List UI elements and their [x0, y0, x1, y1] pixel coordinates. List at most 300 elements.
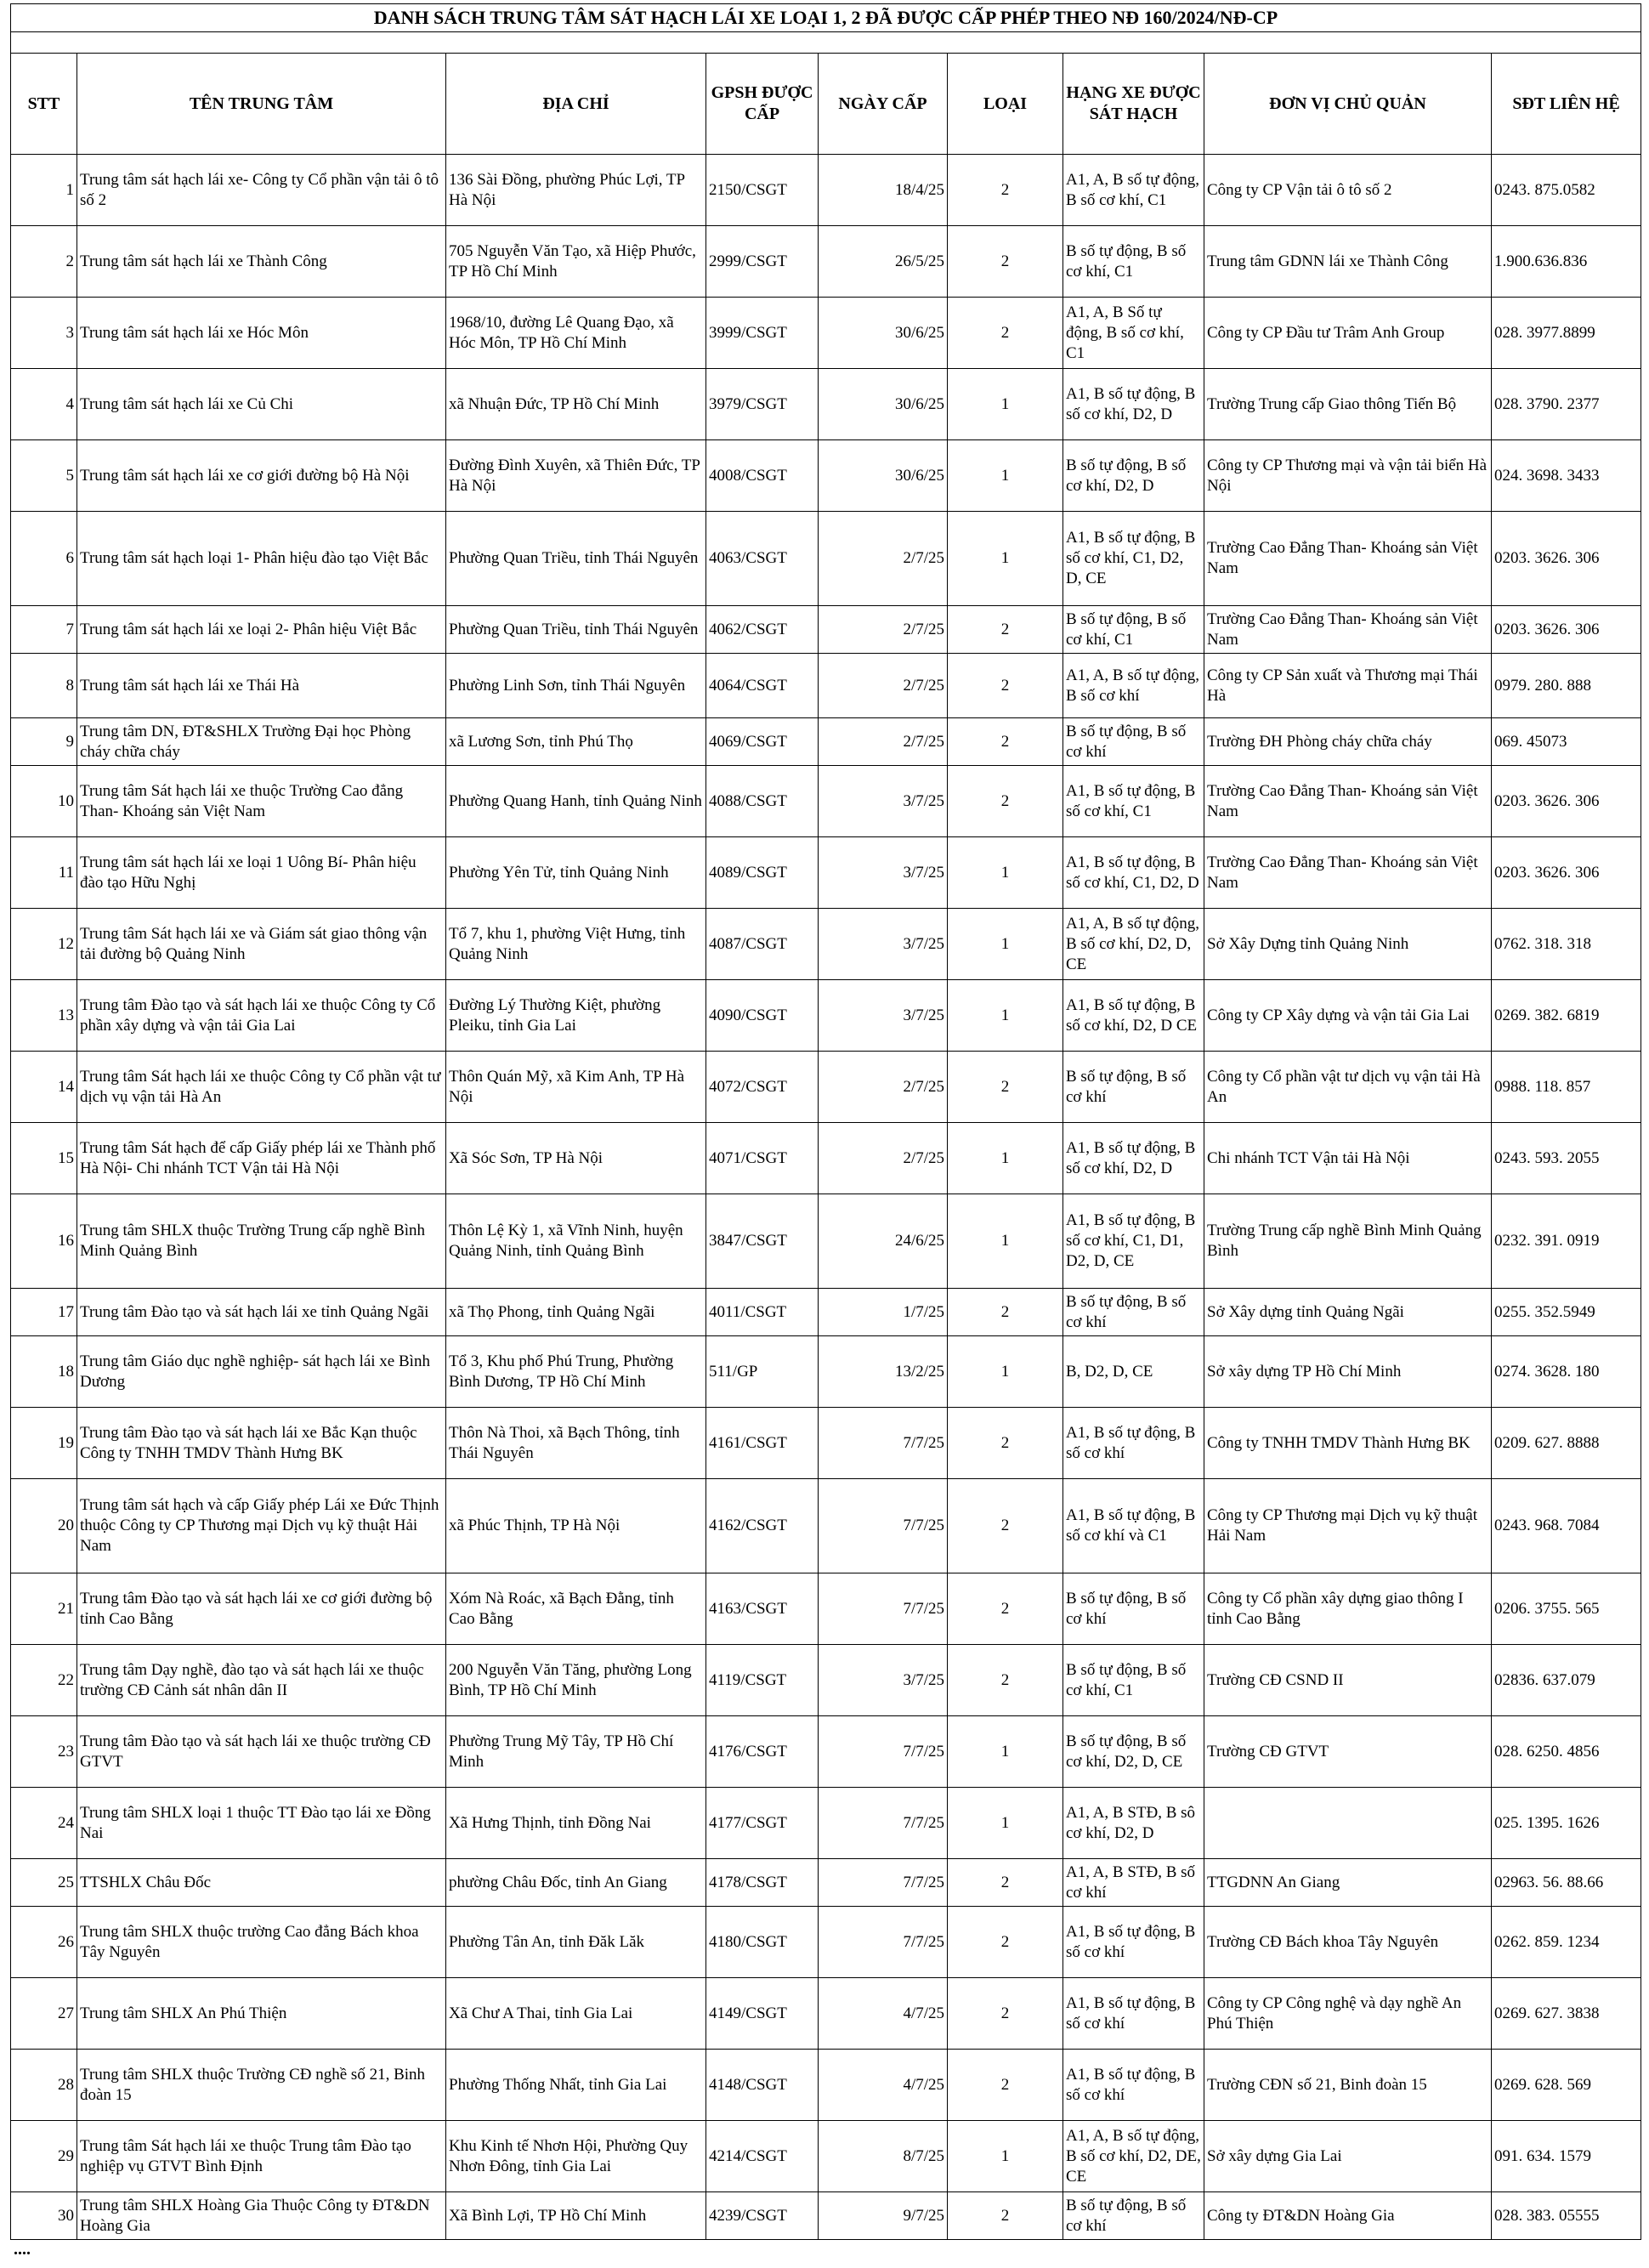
cell-hang: A1, B số tự động, B số cơ khí, D2, D CE [1063, 980, 1204, 1052]
spreadsheet [10, 3, 1640, 2259]
cell-loai: 1 [948, 369, 1063, 440]
cell-ten: Trung tâm Sát hạch lái xe thuộc Trường Cao đẳng Than- Khoáng sản Việt Nam [77, 766, 446, 837]
cell-diachi: xã Lương Sơn, tỉnh Phú Thọ [446, 718, 706, 766]
cell-sdt: 0274. 3628. 180 [1492, 1336, 1641, 1408]
cell-diachi: Đường Lý Thường Kiệt, phường Pleiku, tỉnh Gia Lai [446, 980, 706, 1052]
cell-stt: 15 [11, 1123, 77, 1194]
cell-ten: Trung tâm SHLX Hoàng Gia Thuộc Công ty ĐT&DN Hoàng Gia [77, 2192, 446, 2240]
cell-donvi: Công ty TNHH TMDV Thành Hưng BK [1204, 1408, 1492, 1479]
cell-hang: A1, B số tự động, B số cơ khí, C1, D2, D [1063, 837, 1204, 909]
cell-diachi: Phường Quan Triều, tỉnh Thái Nguyên [446, 512, 706, 606]
cell-ten: Trung tâm sát hạch lái xe Thái Hà [77, 654, 446, 718]
cell-loai: 2 [948, 1573, 1063, 1645]
cell-hang: B số tự động, B số cơ khí [1063, 718, 1204, 766]
table-row [11, 1408, 1641, 1479]
cell-ten: Trung tâm sát hạch lái xe- Công ty Cổ phần vận tải ô tô số 2 [77, 155, 446, 226]
cell-ngay: 7/7/25 [819, 1479, 948, 1573]
table-row [11, 606, 1641, 654]
cell-stt: 14 [11, 1052, 77, 1123]
cell-loai: 1 [948, 1716, 1063, 1788]
header-row [11, 54, 1641, 155]
cell-sdt: 0203. 3626. 306 [1492, 512, 1641, 606]
cell-ngay: 4/7/25 [819, 2050, 948, 2121]
cell-ten: TTSHLX Châu Đốc [77, 1859, 446, 1907]
cell-gpsh: 4162/CSGT [706, 1479, 819, 1573]
cell-stt: 25 [11, 1859, 77, 1907]
cell-ten: Trung tâm sát hạch lái xe loại 1 Uông Bí- Phân hiệu đào tạo Hữu Nghị [77, 837, 446, 909]
cell-gpsh: 2150/CSGT [706, 155, 819, 226]
cell-loai: 1 [948, 837, 1063, 909]
cell-hang: A1, A, B số tự động, B số cơ khí, D2, DE, CE [1063, 2121, 1204, 2192]
cell-stt: 28 [11, 2050, 77, 2121]
cell-ten: Trung tâm sát hạch và cấp Giấy phép Lái xe Đức Thịnh thuộc Công ty CP Thương mại Dịch vụ kỹ thuật Hải Nam [77, 1479, 446, 1573]
table-row [11, 226, 1641, 298]
cell-donvi: Sở xây dựng Gia Lai [1204, 2121, 1492, 2192]
header-donvi: ĐƠN VỊ CHỦ QUẢN [1204, 54, 1492, 155]
cell-donvi: Trường Cao Đẳng Than- Khoáng sản Việt Nam [1204, 837, 1492, 909]
cell-ten: Trung tâm sát hạch loại 1- Phân hiệu đào tạo Việt Bắc [77, 512, 446, 606]
cell-ten: Trung tâm Sát hạch lái xe và Giám sát giao thông vận tải đường bộ Quảng Ninh [77, 909, 446, 980]
cell-ten: Trung tâm DN, ĐT&SHLX Trường Đại học Phòng cháy chữa cháy [77, 718, 446, 766]
cell-stt: 1 [11, 155, 77, 226]
cell-sdt: 0209. 627. 8888 [1492, 1408, 1641, 1479]
cell-hang: A1, B số tự động, B số cơ khí [1063, 1978, 1204, 2050]
cell-hang: A1, B số tự động, B số cơ khí, C1, D1, D2, D, CE [1063, 1194, 1204, 1289]
cell-ten: Trung tâm Sát hạch lái xe thuộc Công ty Cổ phần vật tư dịch vụ vận tải Hà An [77, 1052, 446, 1123]
table-row [11, 2192, 1641, 2240]
cell-stt: 27 [11, 1978, 77, 2050]
cell-ngay: 18/4/25 [819, 155, 948, 226]
header-stt: STT [11, 54, 77, 155]
cell-hang: B số tự động, B số cơ khí, C1 [1063, 226, 1204, 298]
cell-stt: 18 [11, 1336, 77, 1408]
cell-donvi: Trường Trung cấp nghề Bình Minh Quảng Bình [1204, 1194, 1492, 1289]
cell-ngay: 30/6/25 [819, 440, 948, 512]
cell-sdt: 0762. 318. 318 [1492, 909, 1641, 980]
cell-diachi: Phường Linh Sơn, tỉnh Thái Nguyên [446, 654, 706, 718]
table-row [11, 1289, 1641, 1336]
table-row [11, 1788, 1641, 1859]
cell-loai: 1 [948, 512, 1063, 606]
cell-hang: A1, B số tự động, B số cơ khí, D2, D [1063, 369, 1204, 440]
cell-ten: Trung tâm sát hạch lái xe loại 2- Phân hiệu Việt Bắc [77, 606, 446, 654]
cell-diachi: Phường Quang Hanh, tỉnh Quảng Ninh [446, 766, 706, 837]
cell-sdt: 0203. 3626. 306 [1492, 606, 1641, 654]
cell-diachi: Phường Yên Tử, tỉnh Quảng Ninh [446, 837, 706, 909]
cell-ngay: 7/7/25 [819, 1716, 948, 1788]
cell-diachi: Xã Hưng Thịnh, tỉnh Đồng Nai [446, 1788, 706, 1859]
table-row [11, 1123, 1641, 1194]
cell-ngay: 13/2/25 [819, 1336, 948, 1408]
cell-loai: 2 [948, 2050, 1063, 2121]
cell-sdt: 0269. 382. 6819 [1492, 980, 1641, 1052]
table-row [11, 1907, 1641, 1978]
cell-sdt: 0243. 875.0582 [1492, 155, 1641, 226]
cell-loai: 2 [948, 2192, 1063, 2240]
table-row [11, 1716, 1641, 1788]
cell-ngay: 9/7/25 [819, 2192, 948, 2240]
cell-hang: B số tự động, B số cơ khí, C1 [1063, 1645, 1204, 1716]
cell-gpsh: 4176/CSGT [706, 1716, 819, 1788]
cell-sdt: 024. 3698. 3433 [1492, 440, 1641, 512]
cell-donvi: Trung tâm GDNN lái xe Thành Công [1204, 226, 1492, 298]
cell-sdt: 0232. 391. 0919 [1492, 1194, 1641, 1289]
continuation-dots: .... [14, 2240, 31, 2259]
cell-diachi: Xã Bình Lợi, TP Hồ Chí Minh [446, 2192, 706, 2240]
cell-ten: Trung tâm Đào tạo và sát hạch lái xe thuộc Công ty Cổ phần xây dựng và vận tải Gia Lai [77, 980, 446, 1052]
cell-hang: A1, A, B số tự động, B số cơ khí, D2, D, CE [1063, 909, 1204, 980]
cell-ten: Trung tâm Sát hạch để cấp Giấy phép lái xe Thành phố Hà Nội- Chi nhánh TCT Vận tải Hà Nội [77, 1123, 446, 1194]
cell-ngay: 3/7/25 [819, 837, 948, 909]
cell-loai: 2 [948, 1859, 1063, 1907]
cell-stt: 7 [11, 606, 77, 654]
cell-sdt: 0206. 3755. 565 [1492, 1573, 1641, 1645]
cell-diachi: Xã Chư A Thai, tỉnh Gia Lai [446, 1978, 706, 2050]
cell-stt: 3 [11, 298, 77, 369]
cell-ten: Trung tâm sát hạch lái xe Hóc Môn [77, 298, 446, 369]
cell-gpsh: 4239/CSGT [706, 2192, 819, 2240]
cell-gpsh: 4088/CSGT [706, 766, 819, 837]
cell-loai: 2 [948, 1479, 1063, 1573]
cell-gpsh: 4089/CSGT [706, 837, 819, 909]
table-row [11, 1052, 1641, 1123]
table-row [11, 155, 1641, 226]
cell-sdt: 1.900.636.836 [1492, 226, 1641, 298]
cell-ngay: 7/7/25 [819, 1788, 948, 1859]
cell-ngay: 24/6/25 [819, 1194, 948, 1289]
cell-stt: 4 [11, 369, 77, 440]
header-sdt: SĐT LIÊN HỆ [1492, 54, 1641, 155]
table-row [11, 718, 1641, 766]
cell-donvi: Chi nhánh TCT Vận tải Hà Nội [1204, 1123, 1492, 1194]
cell-gpsh: 4071/CSGT [706, 1123, 819, 1194]
cell-sdt: 028. 3790. 2377 [1492, 369, 1641, 440]
cell-hang: B, D2, D, CE [1063, 1336, 1204, 1408]
cell-ngay: 7/7/25 [819, 1573, 948, 1645]
cell-sdt: 0979. 280. 888 [1492, 654, 1641, 718]
cell-stt: 29 [11, 2121, 77, 2192]
cell-stt: 30 [11, 2192, 77, 2240]
cell-sdt: 0203. 3626. 306 [1492, 837, 1641, 909]
cell-ngay: 1/7/25 [819, 1289, 948, 1336]
cell-gpsh: 4072/CSGT [706, 1052, 819, 1123]
cell-ngay: 2/7/25 [819, 718, 948, 766]
cell-donvi: Công ty ĐT&DN Hoàng Gia [1204, 2192, 1492, 2240]
cell-donvi: Sở Xây Dựng tỉnh Quảng Ninh [1204, 909, 1492, 980]
cell-sdt: 0203. 3626. 306 [1492, 766, 1641, 837]
cell-stt: 20 [11, 1479, 77, 1573]
cell-sdt: 0988. 118. 857 [1492, 1052, 1641, 1123]
cell-gpsh: 4161/CSGT [706, 1408, 819, 1479]
cell-sdt: 028. 383. 05555 [1492, 2192, 1641, 2240]
header-ngay: NGÀY CẤP [819, 54, 948, 155]
cell-sdt: 0269. 627. 3838 [1492, 1978, 1641, 2050]
cell-donvi: Công ty Cổ phần vật tư dịch vụ vận tải Hà An [1204, 1052, 1492, 1123]
cell-loai: 2 [948, 654, 1063, 718]
cell-stt: 12 [11, 909, 77, 980]
cell-hang: A1, A, B Số tự động, B số cơ khí, C1 [1063, 298, 1204, 369]
cell-sdt: 0269. 628. 569 [1492, 2050, 1641, 2121]
cell-ngay: 2/7/25 [819, 1123, 948, 1194]
cell-loai: 2 [948, 1408, 1063, 1479]
cell-diachi: 136 Sài Đồng, phường Phúc Lợi, TP Hà Nội [446, 155, 706, 226]
cell-donvi: Công ty CP Công nghệ và dạy nghề An Phú Thiện [1204, 1978, 1492, 2050]
title-row [11, 4, 1641, 32]
cell-stt: 22 [11, 1645, 77, 1716]
cell-diachi: xã Nhuận Đức, TP Hồ Chí Minh [446, 369, 706, 440]
cell-diachi: Phường Thống Nhất, tỉnh Gia Lai [446, 2050, 706, 2121]
cell-gpsh: 3999/CSGT [706, 298, 819, 369]
cell-sdt: 0255. 352.5949 [1492, 1289, 1641, 1336]
cell-ten: Trung tâm Sát hạch lái xe thuộc Trung tâm Đào tạo nghiệp vụ GTVT Bình Định [77, 2121, 446, 2192]
cell-diachi: Phường Trung Mỹ Tây, TP Hồ Chí Minh [446, 1716, 706, 1788]
cell-gpsh: 4119/CSGT [706, 1645, 819, 1716]
cell-diachi: 1968/10, đường Lê Quang Đạo, xã Hóc Môn, TP Hồ Chí Minh [446, 298, 706, 369]
cell-donvi: Trường ĐH Phòng cháy chữa cháy [1204, 718, 1492, 766]
cell-diachi: Thôn Quán Mỹ, xã Kim Anh, TP Hà Nội [446, 1052, 706, 1123]
cell-gpsh: 4011/CSGT [706, 1289, 819, 1336]
cell-stt: 2 [11, 226, 77, 298]
cell-diachi: Thôn Nà Thoi, xã Bạch Thông, tỉnh Thái Nguyên [446, 1408, 706, 1479]
cell-stt: 21 [11, 1573, 77, 1645]
cell-gpsh: 3979/CSGT [706, 369, 819, 440]
cell-hang: A1, B số tự động, B số cơ khí [1063, 2050, 1204, 2121]
cell-donvi: Công ty CP Thương mại và vận tải biển Hà Nội [1204, 440, 1492, 512]
cell-loai: 2 [948, 155, 1063, 226]
cell-gpsh: 4008/CSGT [706, 440, 819, 512]
cell-ngay: 3/7/25 [819, 980, 948, 1052]
cell-sdt: 069. 45073 [1492, 718, 1641, 766]
cell-donvi: Trường CĐN số 21, Binh đoàn 15 [1204, 2050, 1492, 2121]
cell-donvi: Công ty CP Thương mại Dịch vụ kỹ thuật Hải Nam [1204, 1479, 1492, 1573]
cell-stt: 6 [11, 512, 77, 606]
cell-hang: B số tự động, B số cơ khí [1063, 1573, 1204, 1645]
cell-ngay: 26/5/25 [819, 226, 948, 298]
driving-test-center-table [10, 3, 1641, 2240]
cell-loai: 1 [948, 1336, 1063, 1408]
cell-diachi: Tổ 3, Khu phố Phú Trung, Phường Bình Dương, TP Hồ Chí Minh [446, 1336, 706, 1408]
cell-loai: 1 [948, 1194, 1063, 1289]
table-row [11, 766, 1641, 837]
cell-hang: A1, B số tự động, B số cơ khí, C1 [1063, 766, 1204, 837]
cell-loai: 2 [948, 1052, 1063, 1123]
cell-loai: 1 [948, 1788, 1063, 1859]
cell-hang: B số tự động, B số cơ khí [1063, 1289, 1204, 1336]
table-row [11, 440, 1641, 512]
cell-ngay: 2/7/25 [819, 654, 948, 718]
cell-donvi: Trường Cao Đẳng Than- Khoáng sản Việt Nam [1204, 766, 1492, 837]
table-row [11, 1336, 1641, 1408]
cell-diachi: 705 Nguyễn Văn Tạo, xã Hiệp Phước, TP Hồ Chí Minh [446, 226, 706, 298]
cell-donvi: Công ty CP Vận tải ô tô số 2 [1204, 155, 1492, 226]
cell-hang: A1, B số tự động, B số cơ khí, C1, D2, D, CE [1063, 512, 1204, 606]
cell-loai: 1 [948, 440, 1063, 512]
cell-sdt: 02963. 56. 88.66 [1492, 1859, 1641, 1907]
cell-diachi: Phường Quan Triều, tỉnh Thái Nguyên [446, 606, 706, 654]
blank-row [11, 32, 1641, 54]
cell-diachi: xã Phúc Thịnh, TP Hà Nội [446, 1479, 706, 1573]
header-diachi: ĐỊA CHỈ [446, 54, 706, 155]
cell-ngay: 8/7/25 [819, 2121, 948, 2192]
cell-ten: Trung tâm SHLX thuộc Trường Trung cấp nghề Bình Minh Quảng Bình [77, 1194, 446, 1289]
cell-gpsh: 4062/CSGT [706, 606, 819, 654]
cell-ten: Trung tâm SHLX thuộc Trường CĐ nghề số 21, Binh đoàn 15 [77, 2050, 446, 2121]
cell-ngay: 30/6/25 [819, 369, 948, 440]
cell-loai: 1 [948, 980, 1063, 1052]
cell-hang: B số tự động, B số cơ khí, D2, D [1063, 440, 1204, 512]
cell-donvi [1204, 1788, 1492, 1859]
cell-diachi: Tổ 7, khu 1, phường Việt Hưng, tỉnh Quảng Ninh [446, 909, 706, 980]
cell-donvi: Trường Cao Đẳng Than- Khoáng sản Việt Nam [1204, 512, 1492, 606]
cell-ngay: 7/7/25 [819, 1408, 948, 1479]
cell-diachi: 200 Nguyễn Văn Tăng, phường Long Bình, TP Hồ Chí Minh [446, 1645, 706, 1716]
cell-ten: Trung tâm SHLX An Phú Thiện [77, 1978, 446, 2050]
cell-ngay: 30/6/25 [819, 298, 948, 369]
cell-ten: Trung tâm Đào tạo và sát hạch lái xe thuộc trường CĐ GTVT [77, 1716, 446, 1788]
cell-hang: B số tự động, B số cơ khí [1063, 1052, 1204, 1123]
cell-gpsh: 4148/CSGT [706, 2050, 819, 2121]
cell-sdt: 0243. 968. 7084 [1492, 1479, 1641, 1573]
table-row [11, 1645, 1641, 1716]
cell-ngay: 2/7/25 [819, 1052, 948, 1123]
header-gpsh: GPSH ĐƯỢC CẤP [706, 54, 819, 155]
cell-stt: 11 [11, 837, 77, 909]
cell-stt: 17 [11, 1289, 77, 1336]
cell-gpsh: 4149/CSGT [706, 1978, 819, 2050]
cell-ten: Trung tâm Đào tạo và sát hạch lái xe Bắc Kạn thuộc Công ty TNHH TMDV Thành Hưng BK [77, 1408, 446, 1479]
cell-sdt: 028. 6250. 4856 [1492, 1716, 1641, 1788]
table-row [11, 1194, 1641, 1289]
cell-donvi: Trường CĐ GTVT [1204, 1716, 1492, 1788]
cell-gpsh: 3847/CSGT [706, 1194, 819, 1289]
cell-gpsh: 4177/CSGT [706, 1788, 819, 1859]
cell-ten: Trung tâm sát hạch lái xe cơ giới đường bộ Hà Nội [77, 440, 446, 512]
cell-ten: Trung tâm SHLX thuộc trường Cao đẳng Bách khoa Tây Nguyên [77, 1907, 446, 1978]
cell-stt: 19 [11, 1408, 77, 1479]
cell-sdt: 0262. 859. 1234 [1492, 1907, 1641, 1978]
cell-sdt: 091. 634. 1579 [1492, 2121, 1641, 2192]
cell-loai: 2 [948, 766, 1063, 837]
cell-stt: 23 [11, 1716, 77, 1788]
cell-hang: B số tự động, B số cơ khí, C1 [1063, 606, 1204, 654]
cell-donvi: Trường CĐ Bách khoa Tây Nguyên [1204, 1907, 1492, 1978]
table-row [11, 298, 1641, 369]
cell-loai: 2 [948, 1289, 1063, 1336]
cell-gpsh: 4163/CSGT [706, 1573, 819, 1645]
cell-ngay: 3/7/25 [819, 909, 948, 980]
cell-sdt: 02836. 637.079 [1492, 1645, 1641, 1716]
cell-gpsh: 4214/CSGT [706, 2121, 819, 2192]
cell-donvi: Trường CĐ CSND II [1204, 1645, 1492, 1716]
cell-ten: Trung tâm Đào tạo và sát hạch lái xe cơ giới đường bộ tỉnh Cao Bằng [77, 1573, 446, 1645]
cell-stt: 24 [11, 1788, 77, 1859]
cell-diachi: phường Châu Đốc, tỉnh An Giang [446, 1859, 706, 1907]
cell-ngay: 4/7/25 [819, 1978, 948, 2050]
cell-ngay: 3/7/25 [819, 1645, 948, 1716]
cell-diachi: xã Thọ Phong, tỉnh Quảng Ngãi [446, 1289, 706, 1336]
cell-hang: A1, A, B số tự động, B số cơ khí [1063, 654, 1204, 718]
table-row [11, 1573, 1641, 1645]
cell-loai: 1 [948, 1123, 1063, 1194]
cell-loai: 2 [948, 226, 1063, 298]
table-row [11, 2050, 1641, 2121]
cell-diachi: Đường Đình Xuyên, xã Thiên Đức, TP Hà Nội [446, 440, 706, 512]
cell-ten: Trung tâm SHLX loại 1 thuộc TT Đào tạo lái xe Đồng Nai [77, 1788, 446, 1859]
cell-donvi: Công ty CP Đầu tư Trâm Anh Group [1204, 298, 1492, 369]
cell-donvi: Công ty CP Sản xuất và Thương mại Thái Hà [1204, 654, 1492, 718]
cell-hang: A1, B số tự động, B số cơ khí [1063, 1408, 1204, 1479]
cell-hang: A1, B số tự động, B số cơ khí [1063, 1907, 1204, 1978]
header-hang: HẠNG XE ĐƯỢC SÁT HẠCH [1063, 54, 1204, 155]
table-row [11, 909, 1641, 980]
cell-stt: 8 [11, 654, 77, 718]
cell-stt: 26 [11, 1907, 77, 1978]
cell-ten: Trung tâm Giáo dục nghề nghiệp- sát hạch lái xe Bình Dương [77, 1336, 446, 1408]
cell-ten: Trung tâm Dạy nghề, đào tạo và sát hạch lái xe thuộc trường CĐ Cảnh sát nhân dân II [77, 1645, 446, 1716]
cell-diachi: Thôn Lệ Kỳ 1, xã Vĩnh Ninh, huyện Quảng Ninh, tỉnh Quảng Bình [446, 1194, 706, 1289]
cell-ten: Trung tâm sát hạch lái xe Thành Công [77, 226, 446, 298]
table-row [11, 980, 1641, 1052]
cell-donvi: Công ty Cổ phần xây dựng giao thông I tỉnh Cao Bằng [1204, 1573, 1492, 1645]
cell-gpsh: 4087/CSGT [706, 909, 819, 980]
cell-ngay: 7/7/25 [819, 1907, 948, 1978]
header-loai: LOẠI [948, 54, 1063, 155]
header-ten: TÊN TRUNG TÂM [77, 54, 446, 155]
table-row [11, 654, 1641, 718]
cell-diachi: Xã Sóc Sơn, TP Hà Nội [446, 1123, 706, 1194]
cell-hang: B số tự động, B số cơ khí [1063, 2192, 1204, 2240]
cell-gpsh: 4069/CSGT [706, 718, 819, 766]
cell-diachi: Khu Kinh tế Nhơn Hội, Phường Quy Nhơn Đông, tỉnh Gia Lai [446, 2121, 706, 2192]
table-row [11, 1859, 1641, 1907]
cell-gpsh: 4180/CSGT [706, 1907, 819, 1978]
cell-gpsh: 2999/CSGT [706, 226, 819, 298]
page-title: DANH SÁCH TRUNG TÂM SÁT HẠCH LÁI XE LOẠI 1, 2 ĐÃ ĐƯỢC CẤP PHÉP THEO NĐ 160/2024/NĐ-CP [11, 4, 1641, 32]
cell-ngay: 2/7/25 [819, 512, 948, 606]
cell-stt: 16 [11, 1194, 77, 1289]
cell-ngay: 2/7/25 [819, 606, 948, 654]
table-row [11, 369, 1641, 440]
cell-hang: B số tự động, B số cơ khí, D2, D, CE [1063, 1716, 1204, 1788]
cell-loai: 2 [948, 1907, 1063, 1978]
cell-donvi: Trường Cao Đẳng Than- Khoáng sản Việt Nam [1204, 606, 1492, 654]
cell-hang: A1, B số tự động, B số cơ khí và C1 [1063, 1479, 1204, 1573]
cell-hang: A1, A, B STĐ, B sô cơ khí, D2, D [1063, 1788, 1204, 1859]
table-row [11, 1479, 1641, 1573]
cell-gpsh: 4178/CSGT [706, 1859, 819, 1907]
table-row [11, 1978, 1641, 2050]
cell-loai: 2 [948, 718, 1063, 766]
cell-loai: 1 [948, 909, 1063, 980]
cell-hang: A1, B số tự động, B số cơ khí, D2, D [1063, 1123, 1204, 1194]
cell-sdt: 028. 3977.8899 [1492, 298, 1641, 369]
cell-donvi: TTGDNN An Giang [1204, 1859, 1492, 1907]
cell-ngay: 3/7/25 [819, 766, 948, 837]
cell-ten: Trung tâm Đào tạo và sát hạch lái xe tỉnh Quảng Ngãi [77, 1289, 446, 1336]
cell-diachi: Xóm Nà Roác, xã Bạch Đằng, tỉnh Cao Bằng [446, 1573, 706, 1645]
cell-loai: 2 [948, 606, 1063, 654]
cell-stt: 9 [11, 718, 77, 766]
cell-stt: 13 [11, 980, 77, 1052]
table-row [11, 837, 1641, 909]
cell-diachi: Phường Tân An, tỉnh Đăk Lăk [446, 1907, 706, 1978]
cell-donvi: Sở xây dựng TP Hồ Chí Minh [1204, 1336, 1492, 1408]
cell-stt: 10 [11, 766, 77, 837]
cell-gpsh: 4090/CSGT [706, 980, 819, 1052]
cell-donvi: Sở Xây dựng tỉnh Quảng Ngãi [1204, 1289, 1492, 1336]
cell-gpsh: 511/GP [706, 1336, 819, 1408]
cell-sdt: 0243. 593. 2055 [1492, 1123, 1641, 1194]
